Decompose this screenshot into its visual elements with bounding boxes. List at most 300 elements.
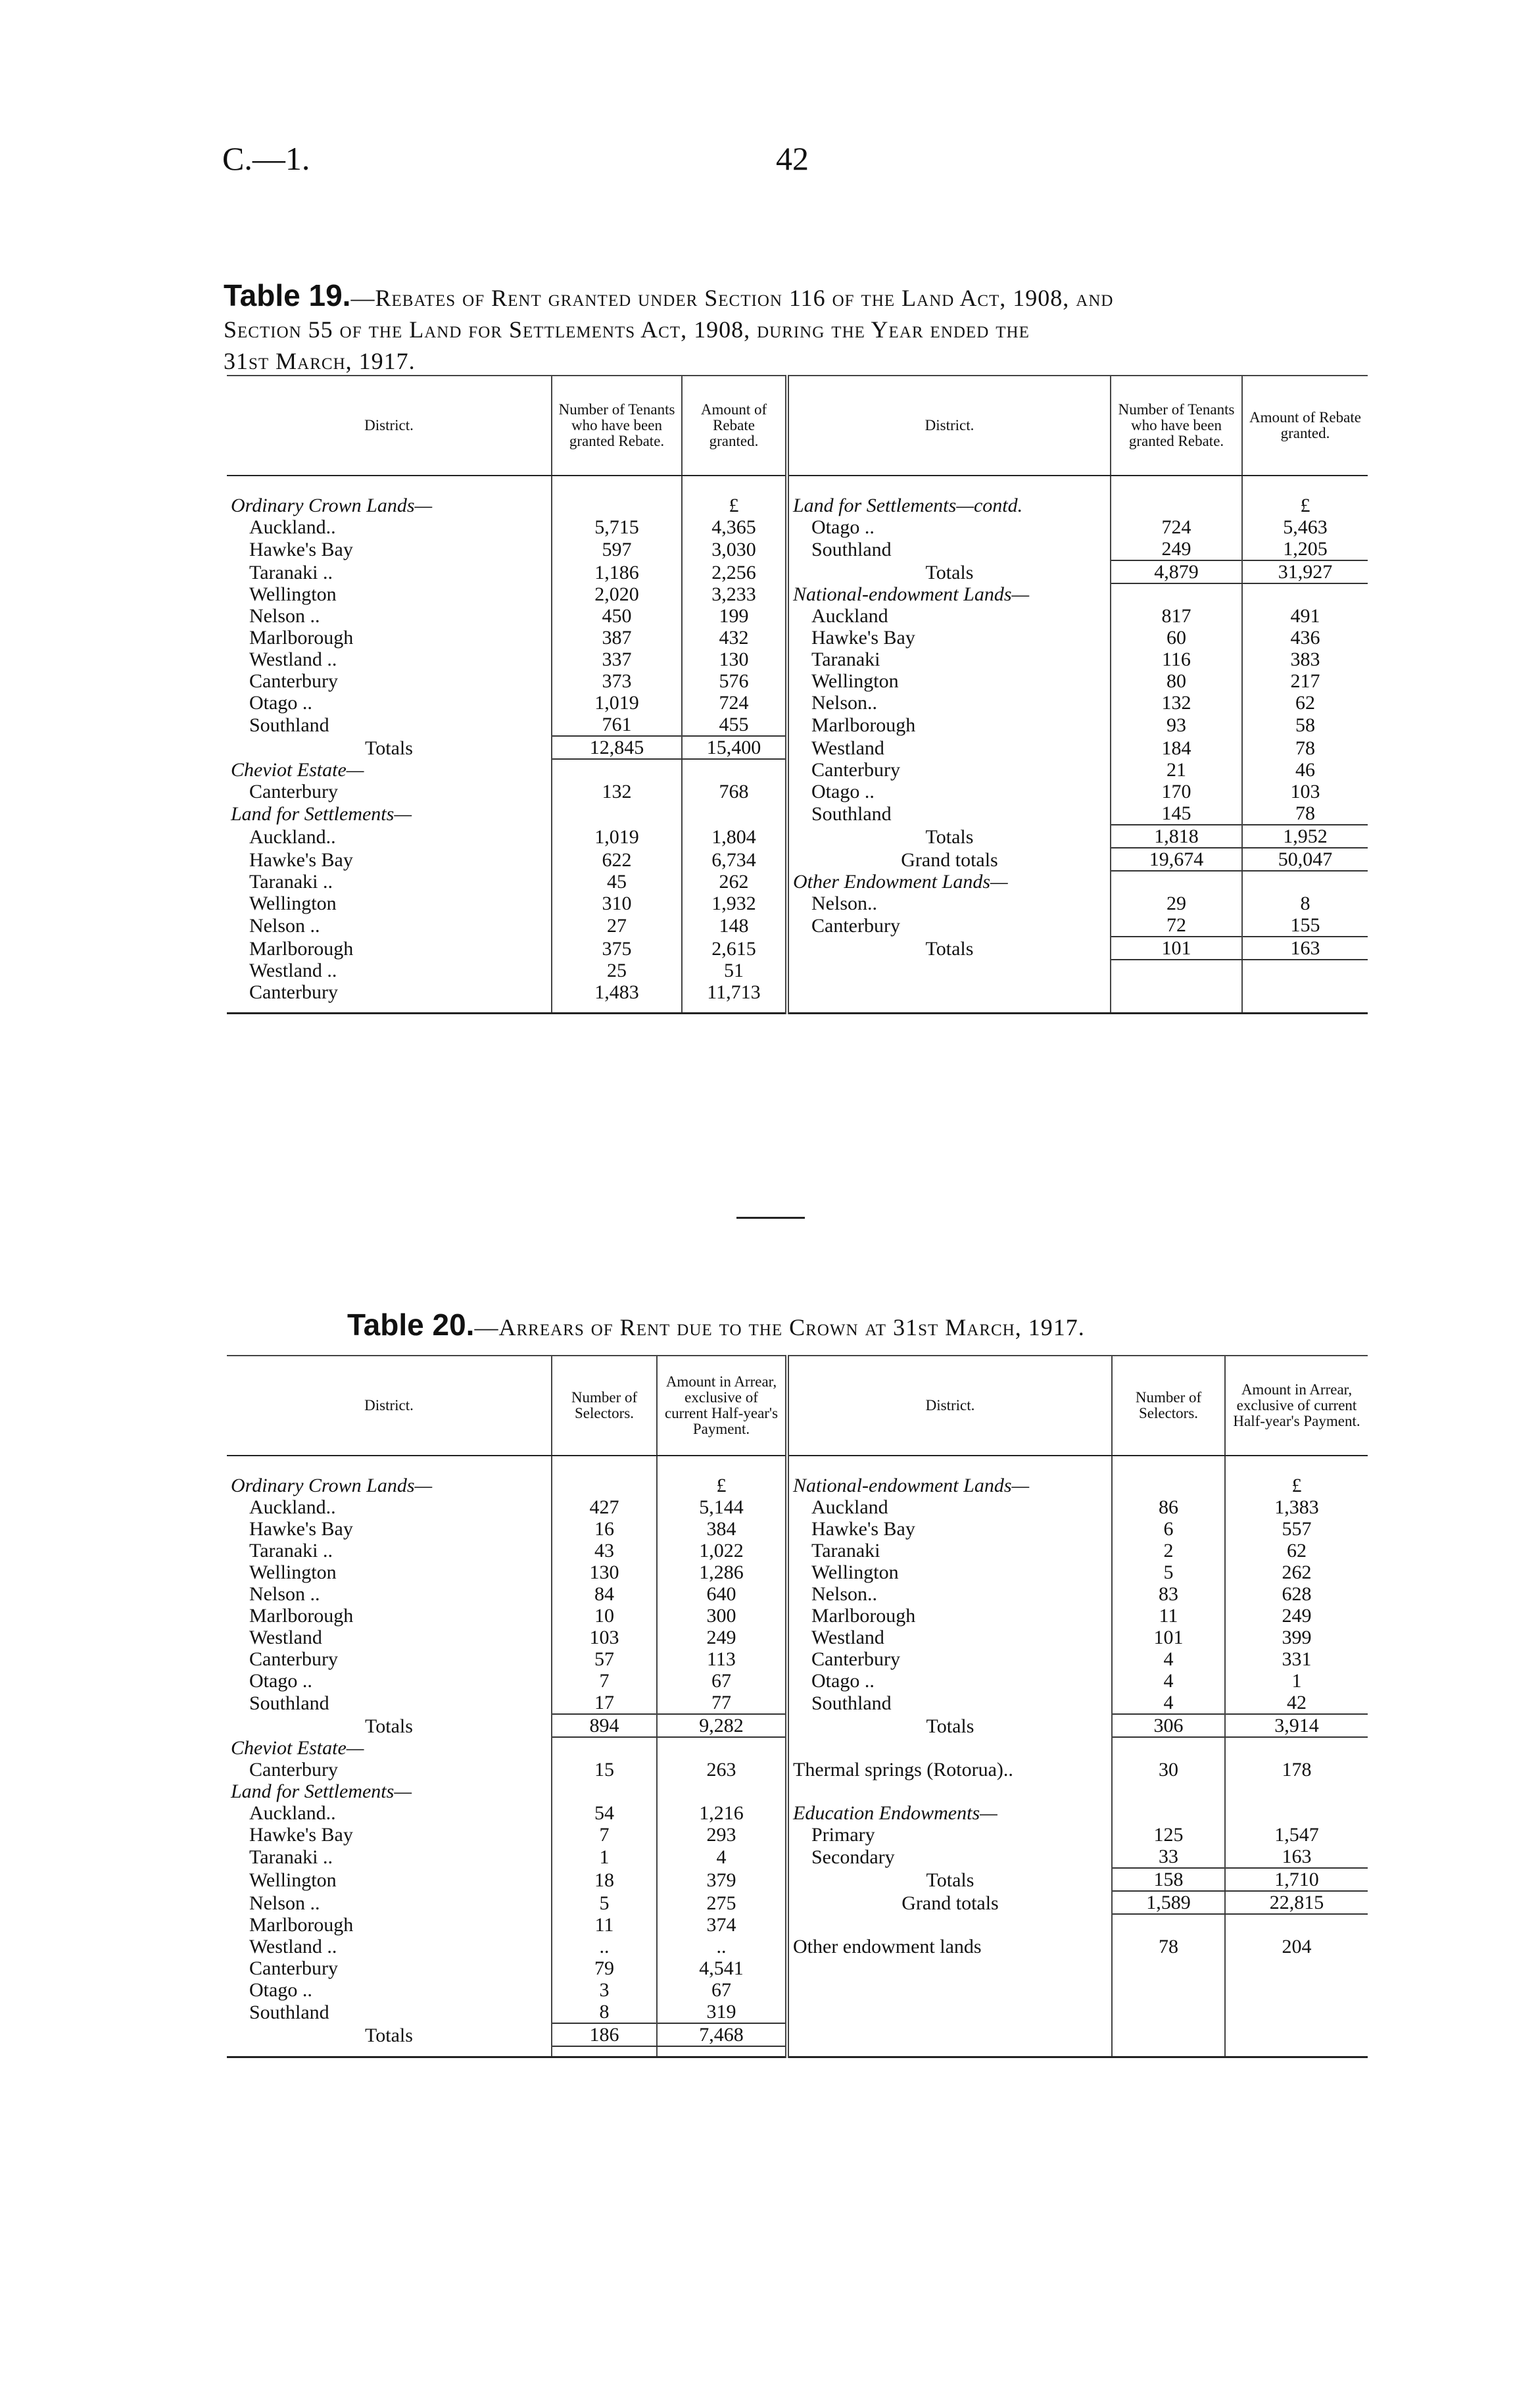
count-value: 125 [1112, 1824, 1225, 1846]
district-cell [787, 1540, 1112, 1561]
district-cell [787, 714, 1111, 736]
count-value: 7 [552, 1824, 657, 1846]
district-cell [787, 538, 1111, 560]
amount-value: 78 [1295, 737, 1315, 759]
district-name: Southland [249, 714, 329, 736]
count-value: 30 [1112, 1759, 1225, 1781]
district-name: Wellington [811, 1561, 899, 1583]
count-value: 17 [552, 1692, 657, 1714]
amount-value: 1,286 [657, 1561, 787, 1583]
total-amount: 1,710 [1225, 1868, 1368, 1891]
amount-value: 1,383 [1274, 1496, 1319, 1518]
district-cell [787, 1583, 1112, 1605]
group-heading: Land for Settlements— [227, 802, 552, 825]
district-name: Hawke's Bay [249, 539, 353, 560]
district-cell [227, 1540, 552, 1561]
district-cell [227, 871, 552, 893]
amount-value: 557 [1282, 1518, 1312, 1540]
district-name: Westland .. [249, 960, 337, 981]
total-count: 186 [552, 2023, 657, 2046]
count-value: 4 [1112, 1692, 1225, 1714]
district-name: Southland [249, 1692, 329, 1714]
district-name: Southland [811, 1692, 892, 1714]
district-cell [227, 1518, 552, 1540]
table-row [227, 802, 1368, 825]
count-value: 72 [1111, 914, 1242, 937]
count-value: 10 [552, 1605, 657, 1627]
col-header-tenants: Number of Tenants who have been granted Rebate. [552, 376, 682, 476]
amount-value: 113 [657, 1648, 787, 1670]
district-name: Taranaki .. [249, 871, 333, 893]
count-value: 387 [552, 627, 682, 649]
amount-value: 383 [1290, 649, 1320, 670]
district-cell [787, 1824, 1112, 1846]
table-row [227, 714, 1368, 736]
count-value: 761 [552, 714, 682, 736]
count-value: 170 [1111, 781, 1242, 802]
total-count: 894 [552, 1714, 657, 1737]
amount-value: 432 [682, 627, 787, 649]
amount-value: 46 [1295, 759, 1315, 781]
amount-value: 436 [1290, 627, 1320, 649]
count-value: 93 [1111, 714, 1242, 736]
group-heading: Cheviot Estate— [227, 1737, 552, 1759]
table-row [227, 871, 1368, 893]
amount-value: 768 [682, 781, 787, 802]
amount-value: 1,022 [657, 1540, 787, 1561]
district-cell [227, 1583, 552, 1605]
amount-value: 1,547 [1274, 1824, 1319, 1846]
total-amount: 15,400 [682, 736, 787, 759]
count-value: 1 [552, 1846, 657, 1868]
totals-label: Totals [227, 1714, 552, 1737]
amount-value: 5,144 [657, 1496, 787, 1518]
table-row [227, 2001, 1368, 2023]
district-name: Hawke's Bay [811, 1518, 915, 1540]
district-cell [787, 670, 1111, 692]
district-cell [227, 1936, 552, 1957]
amount-value: 62 [1295, 692, 1315, 714]
district-cell [227, 1692, 552, 1714]
count-value: 25 [552, 960, 682, 981]
table-row [227, 1891, 1368, 1914]
district-name: Hawke's Bay [249, 849, 353, 871]
district-name: Otago .. [249, 1670, 312, 1692]
col-header-amount: Amount in Arrear, exclusive of current Half-year's Payment. [1225, 1356, 1368, 1456]
district-cell [227, 1891, 552, 1914]
total-count: 19,674 [1111, 848, 1242, 871]
district-cell [787, 802, 1111, 825]
amount-value: 1,932 [682, 893, 787, 914]
district-name: Otago .. [811, 1670, 875, 1692]
amount-value: 130 [682, 649, 787, 670]
amount-value: 331 [1282, 1648, 1312, 1670]
amount-value: 300 [657, 1605, 787, 1627]
district-name: Canterbury [811, 1648, 900, 1670]
table-row [227, 627, 1368, 649]
amount-value: 724 [682, 692, 787, 714]
page-number: 42 [776, 140, 809, 177]
district-name: Auckland.. [249, 1496, 336, 1518]
district-name: Marlborough [249, 1914, 354, 1936]
total-amount: 50,047 [1242, 848, 1368, 871]
district-name: Marlborough [249, 627, 354, 649]
totals-label: Totals [787, 1714, 1112, 1737]
amount-value: 455 [682, 714, 787, 736]
amount-value: 576 [682, 670, 787, 692]
count-value: 724 [1111, 516, 1242, 538]
district-name: Nelson .. [249, 605, 320, 627]
count-value: 103 [552, 1627, 657, 1648]
table-row [227, 1759, 1368, 1781]
table-row [227, 981, 1368, 1003]
table-row [227, 605, 1368, 627]
count-value: 21 [1111, 759, 1242, 781]
district-cell [787, 1692, 1112, 1714]
district-cell [787, 1518, 1112, 1540]
district-cell [227, 627, 552, 649]
table-row [227, 1824, 1368, 1846]
district-name: Westland [811, 1627, 884, 1648]
count-value: 60 [1111, 627, 1242, 649]
district-cell [787, 692, 1111, 714]
district-cell [227, 893, 552, 914]
district-cell [227, 1802, 552, 1824]
district-cell [227, 670, 552, 692]
amount-value: 2,615 [682, 937, 787, 960]
district-cell [227, 1561, 552, 1583]
district-cell [227, 605, 552, 627]
col-header-district: District. [787, 1356, 1112, 1456]
count-value: 375 [552, 937, 682, 960]
amount-value: 3,233 [682, 583, 787, 605]
amount-value: 148 [682, 914, 787, 937]
amount-value: 249 [657, 1627, 787, 1648]
table20-label: Table 20. [347, 1308, 475, 1342]
table-row [227, 1561, 1368, 1583]
district-name: Hawke's Bay [249, 1518, 353, 1540]
amount-value: 11,713 [682, 981, 787, 1003]
district-name: Hawke's Bay [811, 627, 915, 649]
amount-value: 3,030 [682, 538, 787, 560]
totals-label: Totals [787, 1868, 1112, 1891]
district-name: Hawke's Bay [249, 1824, 353, 1846]
district-cell [227, 914, 552, 937]
amount-value: 42 [1287, 1692, 1307, 1713]
count-value: 184 [1111, 736, 1242, 759]
count-value: 6 [1112, 1518, 1225, 1540]
district-cell [787, 759, 1111, 781]
district-name: Canterbury [249, 670, 338, 692]
district-cell [787, 736, 1111, 759]
district-cell [227, 1670, 552, 1692]
count-value: 101 [1112, 1627, 1225, 1648]
district-name: Marlborough [249, 938, 354, 960]
district-name: Wellington [249, 583, 337, 605]
currency-symbol: £ [682, 495, 787, 516]
group-heading: Education Endowments— [787, 1802, 1112, 1824]
count-value: 84 [552, 1583, 657, 1605]
table-row [227, 937, 1368, 960]
district-cell [227, 1868, 552, 1891]
totals-label: Grand totals [787, 848, 1111, 871]
district-cell [227, 583, 552, 605]
district-cell [787, 1648, 1112, 1670]
table-row [227, 914, 1368, 937]
amount-value: 67 [657, 1670, 787, 1692]
district-name: Canterbury [249, 1648, 338, 1670]
totals-label: Totals [227, 2023, 552, 2046]
total-amount: 22,815 [1225, 1891, 1368, 1914]
district-cell [787, 1496, 1112, 1518]
count-value: 79 [552, 1957, 657, 1979]
count-value: 310 [552, 893, 682, 914]
count-value: 1,186 [552, 560, 682, 583]
amount-value: 319 [657, 2001, 787, 2023]
group-heading: Land for Settlements—contd. [787, 495, 1111, 516]
district-name: Canterbury [249, 981, 338, 1003]
count-value: 86 [1112, 1496, 1225, 1518]
district-cell [787, 605, 1111, 627]
table-row [227, 1737, 1368, 1759]
totals-label: Totals [227, 736, 552, 759]
count-value: 3 [552, 1979, 657, 2001]
table-row [227, 2023, 1368, 2046]
table19-caption [224, 280, 1368, 377]
total-count: 158 [1112, 1868, 1225, 1891]
district-cell [227, 2001, 552, 2023]
table20-caption [347, 1309, 1334, 1343]
amount-value: 4,541 [657, 1957, 787, 1979]
district-name: Marlborough [811, 714, 916, 736]
amount-value: 1 [1291, 1670, 1302, 1692]
table-row [227, 1670, 1368, 1692]
district-cell [787, 516, 1111, 538]
district-cell [227, 560, 552, 583]
count-value: 373 [552, 670, 682, 692]
count-value: 7 [552, 1670, 657, 1692]
district-name: Wellington [249, 1869, 337, 1891]
district-name: Auckland.. [249, 1802, 336, 1824]
table-row [227, 1936, 1368, 1957]
district-name: Otago .. [249, 1979, 312, 2001]
table-row [227, 583, 1368, 605]
col-header-amount: Amount of Rebate granted. [682, 376, 787, 476]
total-amount: 3,914 [1225, 1714, 1368, 1737]
amount-value: 199 [682, 605, 787, 627]
district-name: Nelson .. [249, 1892, 320, 1914]
count-value: 145 [1111, 802, 1242, 825]
district-cell [227, 649, 552, 670]
total-count: 1,818 [1111, 825, 1242, 848]
district-name: Canterbury [249, 1759, 338, 1781]
group-heading: National-endowment Lands— [787, 1475, 1112, 1496]
currency-symbol: £ [1291, 1475, 1302, 1496]
amount-value: 263 [657, 1759, 787, 1781]
col-header-amount: Amount in Arrear, exclusive of current Half-year's Payment. [657, 1356, 787, 1456]
count-value: 2,020 [552, 583, 682, 605]
district-cell [227, 714, 552, 736]
amount-value: 58 [1295, 714, 1315, 736]
totals-label: Grand totals [787, 1891, 1112, 1914]
col-header-selectors: Number of Selectors. [1112, 1356, 1225, 1456]
group-heading: Ordinary Crown Lands— [227, 1475, 552, 1496]
currency-symbol: £ [657, 1475, 787, 1496]
count-value: 4 [1112, 1670, 1225, 1692]
table-row [227, 1781, 1368, 1802]
amount-value: 628 [1282, 1583, 1312, 1605]
count-value: .. [552, 1936, 657, 1957]
col-header-district: District. [227, 1356, 552, 1456]
district-name: Taranaki .. [249, 562, 333, 583]
table-row [227, 1868, 1368, 1891]
table-row [227, 1692, 1368, 1714]
count-value: 57 [552, 1648, 657, 1670]
group-heading: Ordinary Crown Lands— [227, 495, 552, 516]
amount-value: 379 [657, 1868, 787, 1891]
table-row [227, 1846, 1368, 1868]
district-cell [227, 692, 552, 714]
totals-label: Totals [787, 825, 1111, 848]
amount-value: 4,365 [682, 516, 787, 538]
table-row [227, 538, 1368, 560]
count-value: 27 [552, 914, 682, 937]
group-heading: Land for Settlements— [227, 1781, 552, 1802]
count-value: 597 [552, 538, 682, 560]
group-heading: National-endowment Lands— [787, 583, 1111, 605]
count-value: 4 [1112, 1648, 1225, 1670]
count-value: 80 [1111, 670, 1242, 692]
district-name: Taranaki [811, 649, 880, 670]
amount-value: 78 [1295, 802, 1315, 824]
amount-value: 1,804 [682, 825, 787, 848]
district-cell [227, 825, 552, 848]
district-name: Nelson.. [811, 1583, 877, 1605]
table-row [227, 1979, 1368, 2001]
amount-value: 249 [1282, 1605, 1312, 1627]
district-cell [227, 960, 552, 981]
table-row [227, 1714, 1368, 1737]
table-row [227, 960, 1368, 981]
amount-value: 491 [1290, 605, 1320, 627]
table-row [227, 670, 1368, 692]
amount-value: 178 [1282, 1759, 1312, 1781]
district-cell [787, 1670, 1112, 1692]
table-row [227, 1914, 1368, 1936]
currency-symbol: £ [1300, 495, 1310, 516]
district-cell [227, 1759, 552, 1781]
total-count: 4,879 [1111, 560, 1242, 583]
col-header-district: District. [227, 376, 552, 476]
document-reference: C.—1. [222, 140, 310, 177]
count-value: 5 [1112, 1561, 1225, 1583]
count-value: 132 [552, 781, 682, 802]
amount-value: 204 [1282, 1936, 1312, 1957]
table19-title-line1: —Rebates of Rent granted under Section 116 of the Land Act, 1908, and [350, 285, 1114, 311]
district-name: Canterbury [811, 915, 900, 937]
col-header-selectors: Number of Selectors. [552, 1356, 657, 1456]
district-name: Wellington [249, 1561, 337, 1583]
total-amount: 9,282 [657, 1714, 787, 1737]
amount-value: 51 [682, 960, 787, 981]
table19 [227, 375, 1368, 1014]
district-name: Auckland [811, 605, 888, 627]
count-value: 2 [1112, 1540, 1225, 1561]
count-value: 16 [552, 1518, 657, 1540]
table-row [227, 495, 1368, 516]
district-name: Secondary [811, 1846, 895, 1868]
district-name: Primary [811, 1824, 875, 1846]
district-name: Wellington [249, 893, 337, 914]
amount-value: 8 [1300, 893, 1310, 914]
table-row [227, 848, 1368, 871]
count-value: 54 [552, 1802, 657, 1824]
amount-value: 5,463 [1283, 516, 1328, 538]
district-name: Westland [249, 1627, 322, 1648]
district-name: Thermal springs (Rotorua).. [793, 1759, 1013, 1781]
total-count: 101 [1111, 937, 1242, 960]
district-name: Marlborough [811, 1605, 916, 1627]
total-amount: 1,952 [1242, 825, 1368, 848]
district-cell [787, 1936, 1112, 1957]
table-row [227, 1648, 1368, 1670]
total-amount: 31,927 [1242, 560, 1368, 583]
amount-value: 155 [1290, 914, 1320, 936]
amount-value: 384 [657, 1518, 787, 1540]
count-value: 249 [1111, 538, 1242, 560]
amount-value: 77 [657, 1692, 787, 1714]
district-cell [227, 1627, 552, 1648]
count-value: 1,483 [552, 981, 682, 1003]
amount-value: .. [657, 1936, 787, 1957]
amount-value: 217 [1290, 670, 1320, 692]
district-cell [227, 1648, 552, 1670]
col-header-tenants: Number of Tenants who have been granted Rebate. [1111, 376, 1242, 476]
total-amount: 7,468 [657, 2023, 787, 2046]
table-row [227, 1802, 1368, 1824]
count-value: 5,715 [552, 516, 682, 538]
table-row [227, 1496, 1368, 1518]
amount-value: 262 [1282, 1561, 1312, 1583]
amount-value: 4 [657, 1846, 787, 1868]
amount-value: 1,216 [657, 1802, 787, 1824]
amount-value: 262 [682, 871, 787, 893]
group-heading: Other Endowment Lands— [787, 871, 1111, 893]
section-divider [736, 1217, 805, 1219]
district-cell [227, 1824, 552, 1846]
district-name: Canterbury [249, 1957, 338, 1979]
amount-value: 6,734 [682, 848, 787, 871]
district-cell [227, 781, 552, 802]
total-count: 12,845 [552, 736, 682, 759]
table-row [227, 736, 1368, 759]
table20-title: —Arrears of Rent due to the Crown at 31st March, 1917. [474, 1314, 1085, 1340]
district-name: Nelson.. [811, 893, 877, 914]
amount-value: 293 [657, 1824, 787, 1846]
count-value: 427 [552, 1496, 657, 1518]
district-cell [227, 1605, 552, 1627]
district-name: Wellington [811, 670, 899, 692]
totals-label: Totals [787, 560, 1111, 583]
district-name: Taranaki .. [249, 1846, 333, 1868]
table19-title-line2: Section 55 of the Land for Settlements Act, 1908, during the Year ended the [224, 316, 1030, 343]
table-row [227, 1583, 1368, 1605]
amount-value: 399 [1282, 1627, 1312, 1648]
table-row [227, 781, 1368, 802]
amount-value: 374 [657, 1914, 787, 1936]
table-row [227, 1605, 1368, 1627]
count-value: 5 [552, 1891, 657, 1914]
